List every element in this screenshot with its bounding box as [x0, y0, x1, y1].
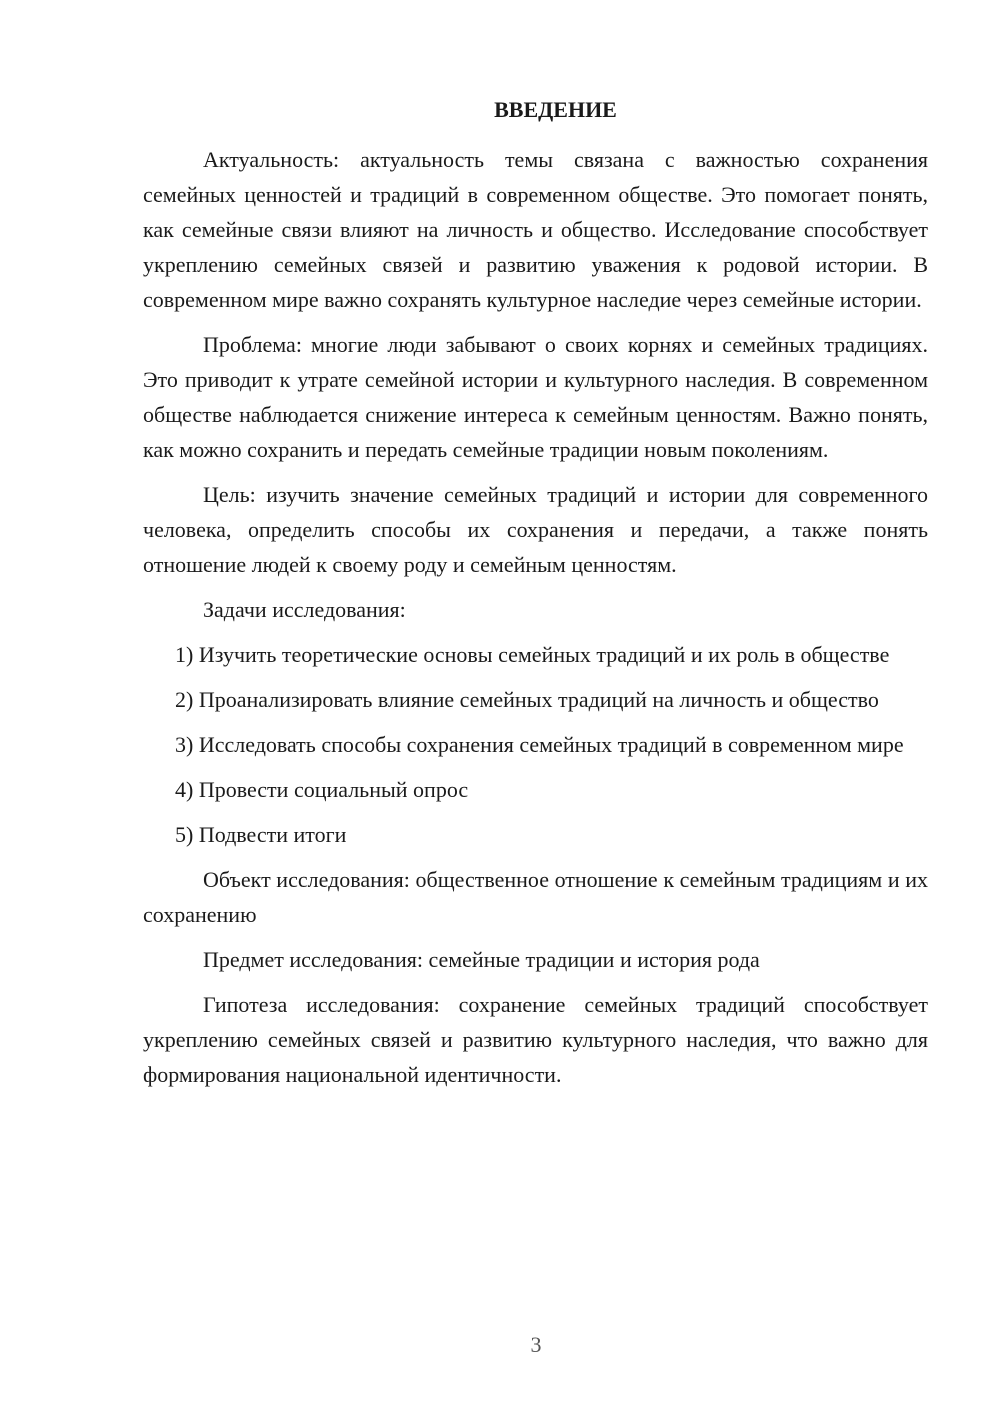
section-title: ВВЕДЕНИЕ — [494, 97, 617, 122]
hypothesis-paragraph: Гипотеза исследования: сохранение семейных традиций способствует укреплению семейных связей и развитию культурного наследия, что важно для формирования национальной идентичности. — [143, 992, 928, 1087]
task-item-4: 4) Провести социальный опрос — [175, 777, 469, 802]
task-item-5: 5) Подвести итоги — [175, 822, 347, 847]
problem-paragraph: Проблема: многие люди забывают о своих корнях и семейных традициях. Это приводит к утрате семейной истории и культурного наследия. В современном обществе наблюдается снижение интереса к семейным ценностям. Важно понять, как можно сохранить и передать семейные традиции новым поколениям. — [143, 332, 928, 462]
tasks-heading: Задачи исследования: — [203, 597, 406, 622]
document-page — [143, 92, 928, 1102]
object-paragraph: Объект исследования: общественное отношение к семейным традициям и их сохранению — [143, 867, 928, 927]
subject-paragraph: Предмет исследования: семейные традиции и история рода — [203, 947, 760, 972]
task-item-2: 2) Проанализировать влияние семейных традиций на личность и общество — [175, 687, 879, 712]
task-item-1: 1) Изучить теоретические основы семейных традиций и их роль в обществе — [175, 642, 890, 667]
goal-paragraph: Цель: изучить значение семейных традиций и истории для современного человека, определить способы их сохранения и передачи, а также понять отношение людей к своему роду и семейным ценностям. — [143, 482, 928, 577]
task-item-3: 3) Исследовать способы сохранения семейных традиций в современном мире — [175, 732, 904, 757]
tasks-list — [143, 637, 928, 852]
relevance-paragraph: Актуальность: актуальность темы связана с важностью сохранения семейных ценностей и традиций в современном обществе. Это помогает понять, как семейные связи влияют на личность и общество. Исследование способствует укреплению семейных связей и развитию уважения к родовой истории. В современном мире важно сохранять культурное наследие через семейные истории. — [143, 147, 928, 312]
page-number: 3 — [530, 1332, 542, 1357]
